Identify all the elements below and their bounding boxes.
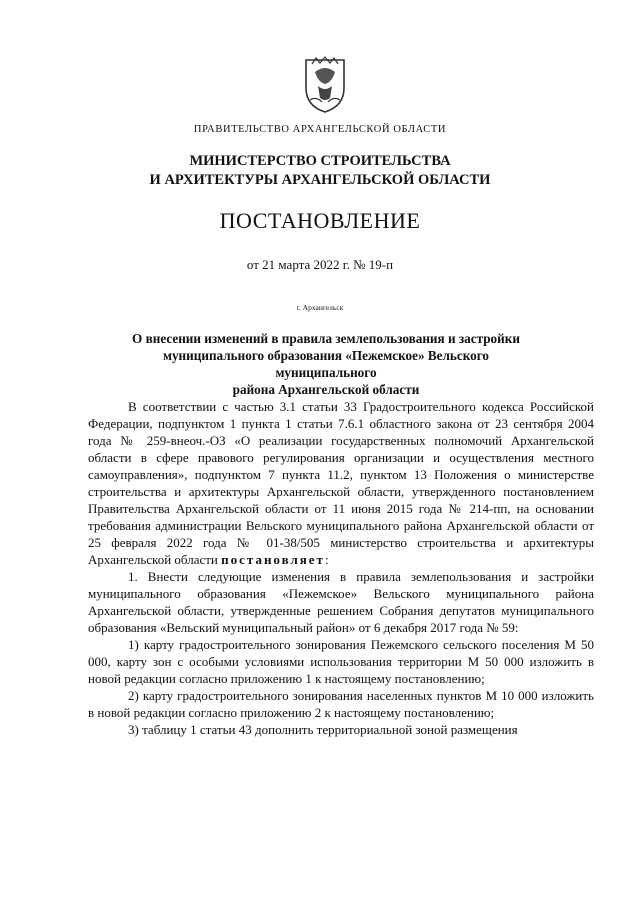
- government-name: ПРАВИТЕЛЬСТВО АРХАНГЕЛЬСКОЙ ОБЛАСТИ: [193, 124, 447, 135]
- document-city: г. Архангельск: [296, 303, 344, 312]
- decree-word: постановляет: [221, 552, 325, 567]
- ministry-line-1: МИНИСТЕРСТВО СТРОИТЕЛЬСТВА: [189, 153, 451, 169]
- document-date-number: от 21 марта 2022 г. № 19-п: [246, 257, 394, 272]
- paragraph-subitem-3: 3) таблицу 1 статьи 43 дополнить территориальной зоной размещения: [128, 722, 518, 737]
- paragraph-item-1: 1. Внести следующие изменения в правила землепользования и застройки муниципального образования «Пежемское» Вельского муниципального района Архангельской области, утвержденные решением Собрания депутатов муниципального образования «Вельский муниципальный район» от 6 декабря 2017 года № 59:: [88, 569, 594, 635]
- ministry-name: [0, 152, 640, 190]
- subject-line-3: района Архангельской области: [232, 382, 420, 397]
- document-subject: [120, 330, 532, 398]
- subject-line-2: муниципального образования «Пежемское» Вельского муниципального: [162, 348, 490, 380]
- subject-line-1: О внесении изменений в правила землепользования и застройки: [132, 331, 520, 346]
- document-body: [88, 398, 594, 738]
- paragraph-subitem-2: 2) карту градостроительного зонирования населенных пунктов М 10 000 изложить в новой редакции согласно приложению 2 к настоящему постановлению;: [88, 688, 594, 720]
- document-type-title: ПОСТАНОВЛЕНИЕ: [219, 208, 421, 233]
- paragraph-preamble: [88, 398, 594, 568]
- preamble-text: В соответствии с частью 3.1 статьи 33 Градостроительного кодекса Российской Федерации, подпунктом 1 пункта 1 статьи 7.6.1 областного закона от 23 сентября 2004 года № 259-внеоч.-ОЗ «О реализации государственных полномочий Архангельской области в сфере правового регулирования организации и осуществления местного самоуправления», подпунктом 7 пункта 11.2, пунктом 13 Положения о министерстве строительства и архитектуры Архангельской области, утвержденного постановлением Правительства Архангельской области от 11 июня 2015 года № 214-пп, на основании требования администрации Вельского муниципального района Архангельской области от 25 февраля 2022 года № 01-38/505 министерство строительства и архитектуры Архангельской области: [88, 399, 594, 567]
- coat-of-arms-icon: [300, 54, 350, 114]
- paragraph-subitem-1: 1) карту градостроительного зонирования Пежемского сельского поселения М 50 000, карту зон с особыми условиями использования территории М 50 000 изложить в новой редакции согласно приложению 1 к настоящему постановлению;: [88, 637, 594, 686]
- decree-colon: :: [324, 552, 329, 567]
- ministry-line-2: И АРХИТЕКТУРЫ АРХАНГЕЛЬСКОЙ ОБЛАСТИ: [149, 172, 491, 188]
